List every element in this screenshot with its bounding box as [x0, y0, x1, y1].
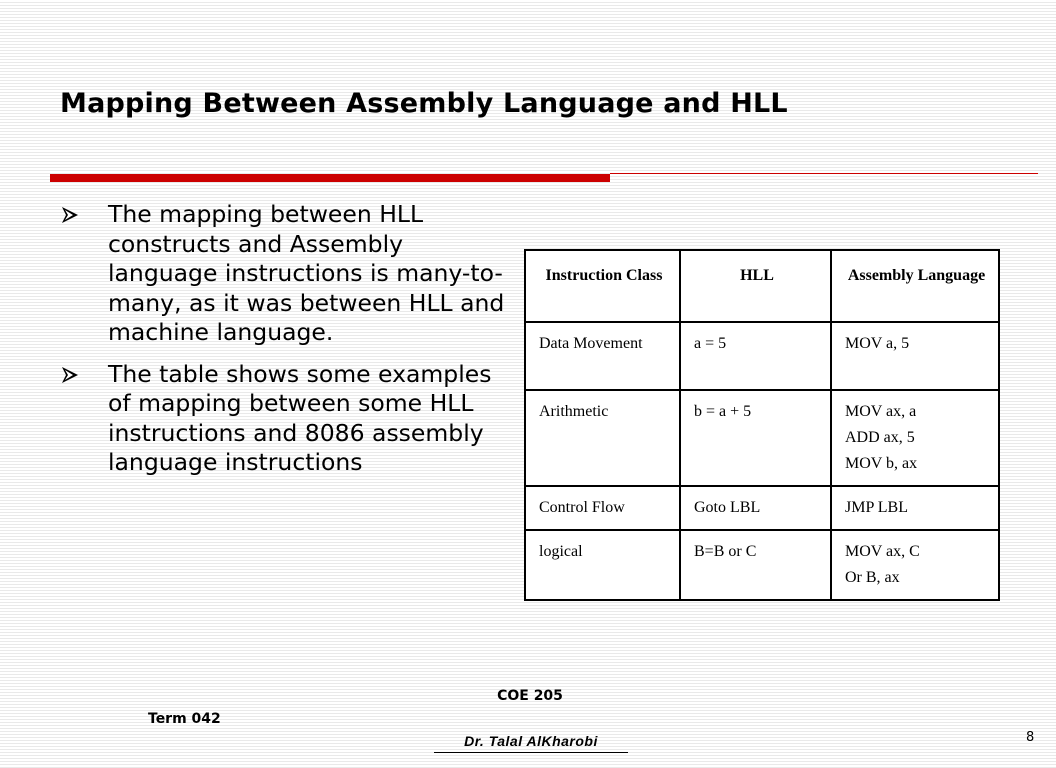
- footer-course: COE 205: [497, 688, 563, 704]
- cell-instruction-class: logical: [525, 530, 680, 600]
- title-underline-thick: [50, 174, 610, 182]
- footer-divider: [434, 752, 628, 753]
- asm-line: MOV ax, a: [845, 403, 917, 420]
- bullet-text: The mapping between HLL constructs and Assembly language instructions is many-to-many, as it was between HLL and machine language.: [108, 200, 505, 346]
- title-underline-thin: [610, 173, 1038, 174]
- cell-hll: a = 5: [680, 322, 831, 390]
- cell-assembly: [831, 390, 999, 486]
- cell-instruction-class: Arithmetic: [525, 390, 680, 486]
- table-row: [525, 486, 999, 530]
- page-number: 8: [1026, 730, 1035, 745]
- bullet-item: [60, 360, 510, 478]
- mapping-table: [524, 249, 1000, 601]
- cell-assembly: [831, 530, 999, 600]
- slide-title: Mapping Between Assembly Language and HLL: [60, 88, 788, 119]
- footer-author: Dr. Talal AlKharobi: [464, 733, 598, 749]
- cell-assembly: [831, 486, 999, 530]
- cell-assembly: [831, 322, 999, 390]
- table-row: [525, 322, 999, 390]
- table-header-row: [525, 250, 999, 322]
- header-instruction-class: Instruction Class: [525, 250, 680, 322]
- bullet-item: [60, 200, 510, 348]
- asm-line: ADD ax, 5: [845, 429, 915, 446]
- bullet-list: [60, 200, 510, 490]
- cell-instruction-class: Data Movement: [525, 322, 680, 390]
- asm-line: Or B, ax: [845, 569, 900, 586]
- table-row: [525, 390, 999, 486]
- arrow-right-icon: [60, 206, 80, 224]
- cell-instruction-class: Control Flow: [525, 486, 680, 530]
- cell-hll: B=B or C: [680, 530, 831, 600]
- asm-line: MOV ax, C: [845, 543, 920, 560]
- bullet-text: The table shows some examples of mapping between some HLL instructions and 8086 assembly language instructions: [108, 359, 492, 476]
- footer-term: Term 042: [148, 711, 221, 727]
- arrow-right-icon: [60, 366, 80, 384]
- asm-line: MOV a, 5: [845, 335, 910, 352]
- asm-line: MOV b, ax: [845, 455, 918, 472]
- asm-line: JMP LBL: [845, 499, 908, 516]
- table-row: [525, 530, 999, 600]
- cell-hll: Goto LBL: [680, 486, 831, 530]
- cell-hll: b = a + 5: [680, 390, 831, 486]
- header-hll: HLL: [680, 250, 831, 322]
- header-assembly-language: Assembly Language: [831, 250, 999, 322]
